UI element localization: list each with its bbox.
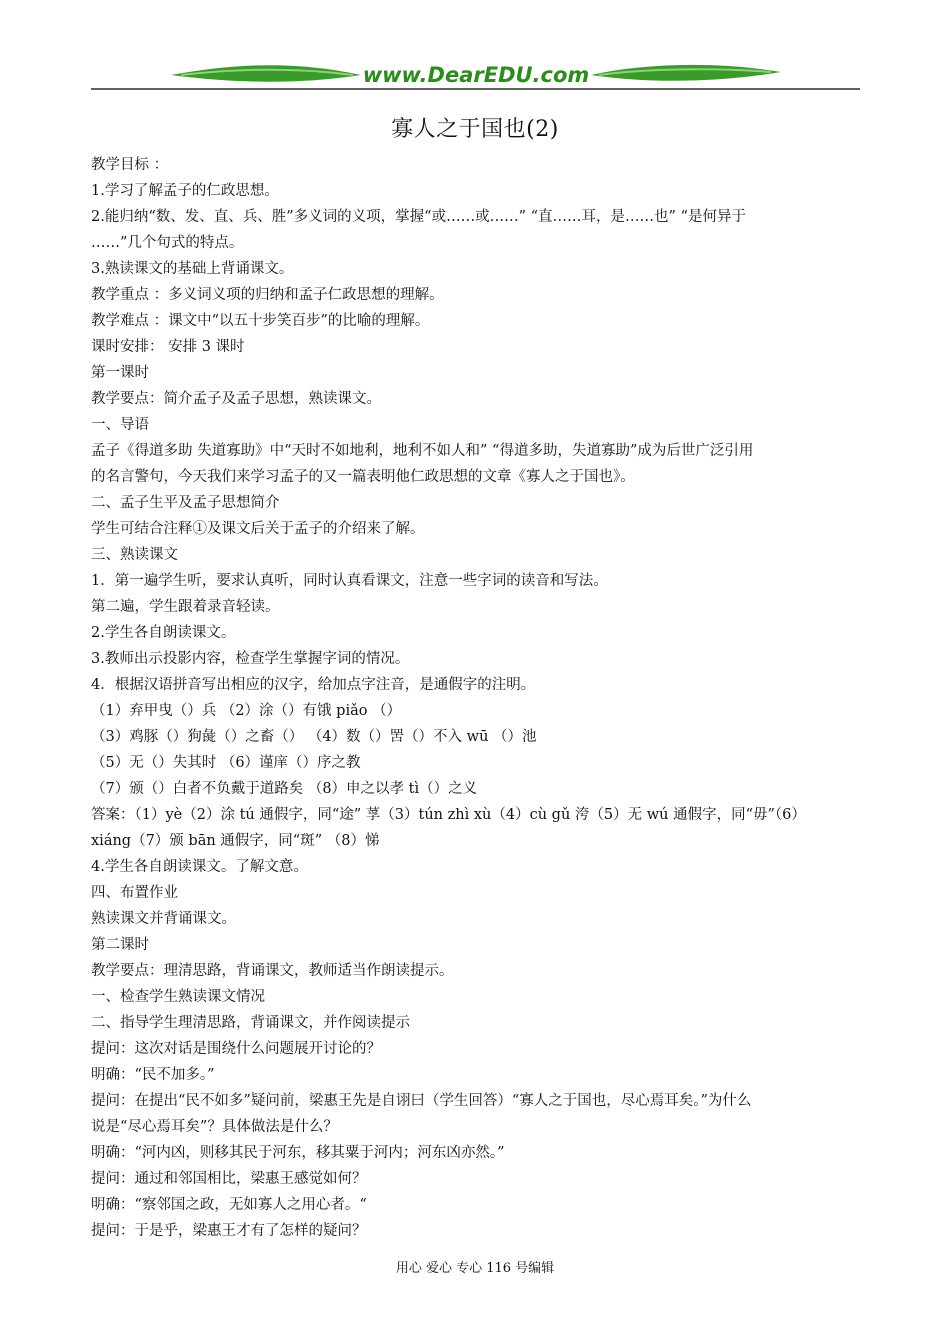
- text-line: 4.学生各自朗读课文。了解文意。: [91, 859, 308, 875]
- text-line: 一、导语: [91, 417, 149, 433]
- text-line: 3.熟读课文的基础上背诵课文。: [91, 261, 294, 277]
- text-line: 教学难点 ：课文中“以五十步笑百步”的比喻的理解。: [91, 313, 430, 329]
- logo-text: www.DearEDU.com: [362, 63, 590, 87]
- text-line: 明确：“河内凶，则移其民于河东，移其粟于河内；河东凶亦然。”: [91, 1145, 505, 1161]
- text-line: （7）颁（）白者不负戴于道路矣 （8）申之以孝 tì（）之义: [91, 781, 478, 797]
- text-line: 三、熟读课文: [91, 547, 178, 563]
- text-line: 2.能归纳“数、发、直、兵、胜”多义词的义项，掌握“或……或……” “直……耳，是……也” “是何异于: [91, 209, 746, 225]
- text-line: 第一课时: [91, 365, 149, 381]
- text-line: （5）无（）失其时 （6）谨庠（）序之教: [91, 755, 361, 771]
- text-line: 一、检查学生熟读课文情况: [91, 989, 265, 1005]
- text-line: 提问：通过和邻国相比，梁惠王感觉如何？: [91, 1171, 367, 1187]
- text-line: 明确：“察邻国之政，无如寡人之用心者。“: [91, 1197, 367, 1213]
- text-line: 2.学生各自朗读课文。: [91, 625, 236, 641]
- text-line: 提问：在提出“民不如多”疑问前，梁惠王先是自诩曰（学生回答）“寡人之于国也，尽心焉耳矣。”为什么: [91, 1093, 752, 1109]
- dearedu-logo: [91, 58, 860, 92]
- text-line: 课时安排： 安排 3 课时: [91, 339, 245, 355]
- text-line: 4．根据汉语拼音写出相应的汉字，给加点字注音，是通假字的注明。: [91, 677, 536, 693]
- text-line: xiáng（7）颁 bān 通假字，同“斑” （8）悌: [91, 833, 380, 849]
- text-line: ……”几个句式的特点。: [91, 235, 244, 251]
- text-line: 第二课时: [91, 937, 149, 953]
- text-line: （3）鸡豚（）狗彘（）之畜（） （4）数（）罟（）不入 wū （）池: [91, 729, 537, 745]
- text-line: 1.学习了解孟子的仁政思想。: [91, 183, 279, 199]
- text-line: 提问：于是乎，梁惠王才有了怎样的疑问？: [91, 1223, 367, 1239]
- site-header-banner: [91, 58, 860, 92]
- text-line: 学生可结合注释①及课文后关于孟子的介绍来了解。: [91, 521, 425, 537]
- text-line: （1）弃甲曳（）兵 （2）涂（）有饿 piǎo （）: [91, 703, 402, 719]
- text-line: 孟子《得道多助 失道寡助》中“天时不如地利，地利不如人和” “得道多助，失道寡助”成为后世广泛引用: [91, 443, 754, 459]
- text-line: 说是“尽心焉耳矣”？具体做法是什么？: [91, 1119, 338, 1135]
- text-line: 教学要点：理清思路，背诵课文，教师适当作朗读提示。: [91, 963, 454, 979]
- document-body: [91, 152, 861, 1244]
- page-footer: 用心 爱心 专心 116 号编辑: [395, 1261, 555, 1276]
- text-line: 教学要点：简介孟子及孟子思想，熟读课文。: [91, 391, 381, 407]
- text-line: 1．第一遍学生听，要求认真听，同时认真看课文，注意一些字词的读音和写法。: [91, 573, 608, 589]
- text-line: 明确：“民不加多。”: [91, 1067, 215, 1083]
- text-line: 熟读课文并背诵课文。: [91, 911, 236, 927]
- text-line: 教学目标 ：: [91, 157, 169, 173]
- text-line: 二、孟子生平及孟子思想简介: [91, 495, 280, 511]
- text-line: 二、指导学生理清思路，背诵课文，并作阅读提示: [91, 1015, 410, 1031]
- page-title: 寡人之于国也(2): [391, 117, 559, 142]
- text-line: 第二遍，学生跟着录音轻读。: [91, 599, 280, 615]
- text-line: 四、布置作业: [91, 885, 178, 901]
- text-line: 教学重点 ：多义词义项的归纳和孟子仁政思想的理解。: [91, 287, 444, 303]
- text-line: 的名言警句，今天我们来学习孟子的又一篇表明他仁政思想的文章《寡人之于国也》。: [91, 469, 635, 485]
- text-line: 提问：这次对话是围绕什么问题展开讨论的？: [91, 1041, 381, 1057]
- text-line: 3.教师出示投影内容，检查学生掌握字词的情况。: [91, 651, 410, 667]
- text-line: 答案：（1）yè（2）涂 tú 通假字，同“途” 莩（3）tún zhì xù（4）cù gǔ 洿（5）无 wú 通假字，同“毋”（6）: [91, 807, 806, 823]
